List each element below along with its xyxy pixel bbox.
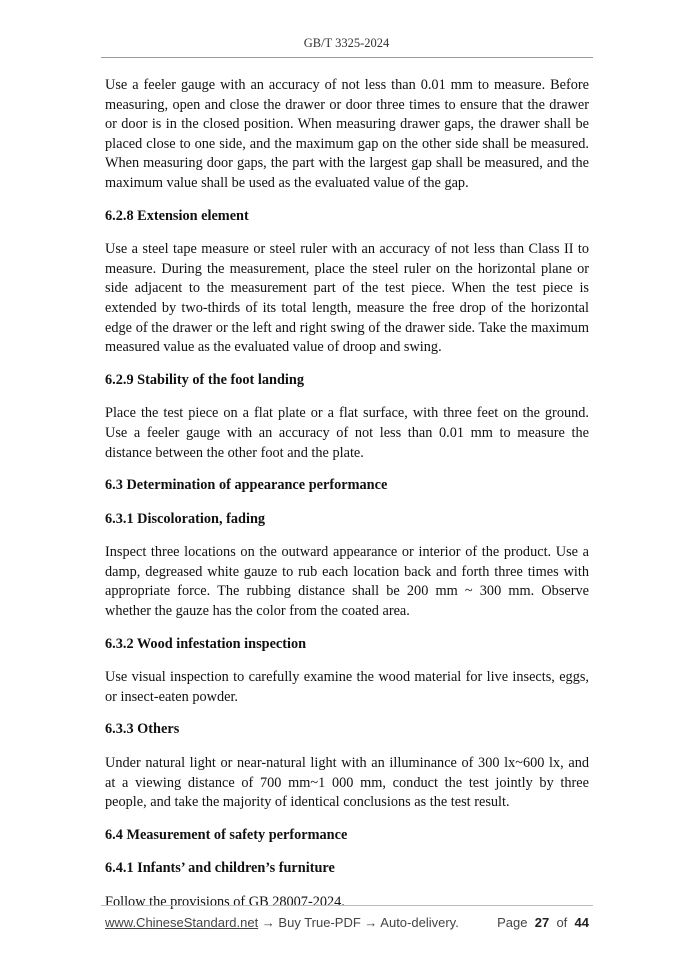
heading-6-3-1: 6.3.1 Discoloration, fading (105, 510, 266, 527)
paragraph-foot-stability: Place the test piece on a flat plate or a flat surface, with three feet on the ground. Use a feeler gauge with an accuracy of not less than 0.01 mm to measure the distance between the other foot and the plate. (105, 405, 589, 461)
heading-6-3: 6.3 Determination of appearance performance (105, 477, 388, 494)
footer-promo (105, 915, 459, 930)
paragraph-others: Under natural light or near-natural light with an illuminance of 300 lx~600 lx, and at a viewing distance of 700 mm~1 000 mm, conduct the test jointly by three people, and take the majority of identical conclusions as the test result. (105, 755, 589, 811)
site-link[interactable]: www.ChineseStandard.net (105, 915, 259, 930)
heading-6-2-9: 6.2.9 Stability of the foot landing (105, 371, 304, 388)
heading-6-4: 6.4 Measurement of safety performance (105, 826, 348, 843)
paragraph-wood-infestation: Use visual inspection to carefully examine the wood material for live insects, eggs, or insect-eaten powder. (105, 669, 589, 705)
footer-divider (101, 905, 593, 906)
promo-text: → Buy True-PDF → Auto-delivery. (258, 915, 459, 930)
total-pages: 44 (574, 915, 589, 930)
paragraph-discoloration: Inspect three locations on the outward appearance or interior of the product. Use a damp, degreased white gauze to rub each location back and forth three times with appropriate force. The rubbing distance shall be 200 mm ~ 300 mm. Observe whether the gauze has the color from the coated area. (105, 544, 589, 620)
paragraph-gap-measurement: Use a feeler gauge with an accuracy of not less than 0.01 mm to measure. Before measuring, open and close the drawer or door three times to ensure that the drawer or door is in the closed position. When measuring drawer gaps, the drawer shall be placed close to one side, and the maximum gap on the other side shall be measured. When measuring door gaps, the part with the largest gap shall be measured, and the maximum value shall be used as the evaluated value of the gap. (105, 77, 589, 191)
paragraph-extension-element: Use a steel tape measure or steel ruler with an accuracy of not less than Class II to measure. During the measurement, place the steel ruler on the horizontal plane or side adjacent to the measurement part of the test piece. When the test piece is extended by two-thirds of its total length, measure the free drop of the horizontal edge of the drawer or the left and right swing of the drawer side. Take the maximum measured value as the evaluated value of droop and swing. (105, 241, 589, 356)
header-divider (101, 57, 593, 58)
heading-6-2-8: 6.2.8 Extension element (105, 207, 249, 224)
paragraph-gb-provisions: Follow the provisions of GB 28007-2024. (105, 894, 345, 910)
page-number: Page 27 of 44 (497, 915, 589, 930)
heading-6-3-2: 6.3.2 Wood infestation inspection (105, 635, 307, 652)
heading-6-3-3: 6.3.3 Others (105, 721, 180, 738)
heading-6-4-1: 6.4.1 Infants’ and children’s furniture (105, 860, 335, 877)
page-content (105, 76, 589, 913)
document-code-header: GB/T 3325-2024 (303, 36, 390, 50)
current-page: 27 (534, 915, 550, 930)
